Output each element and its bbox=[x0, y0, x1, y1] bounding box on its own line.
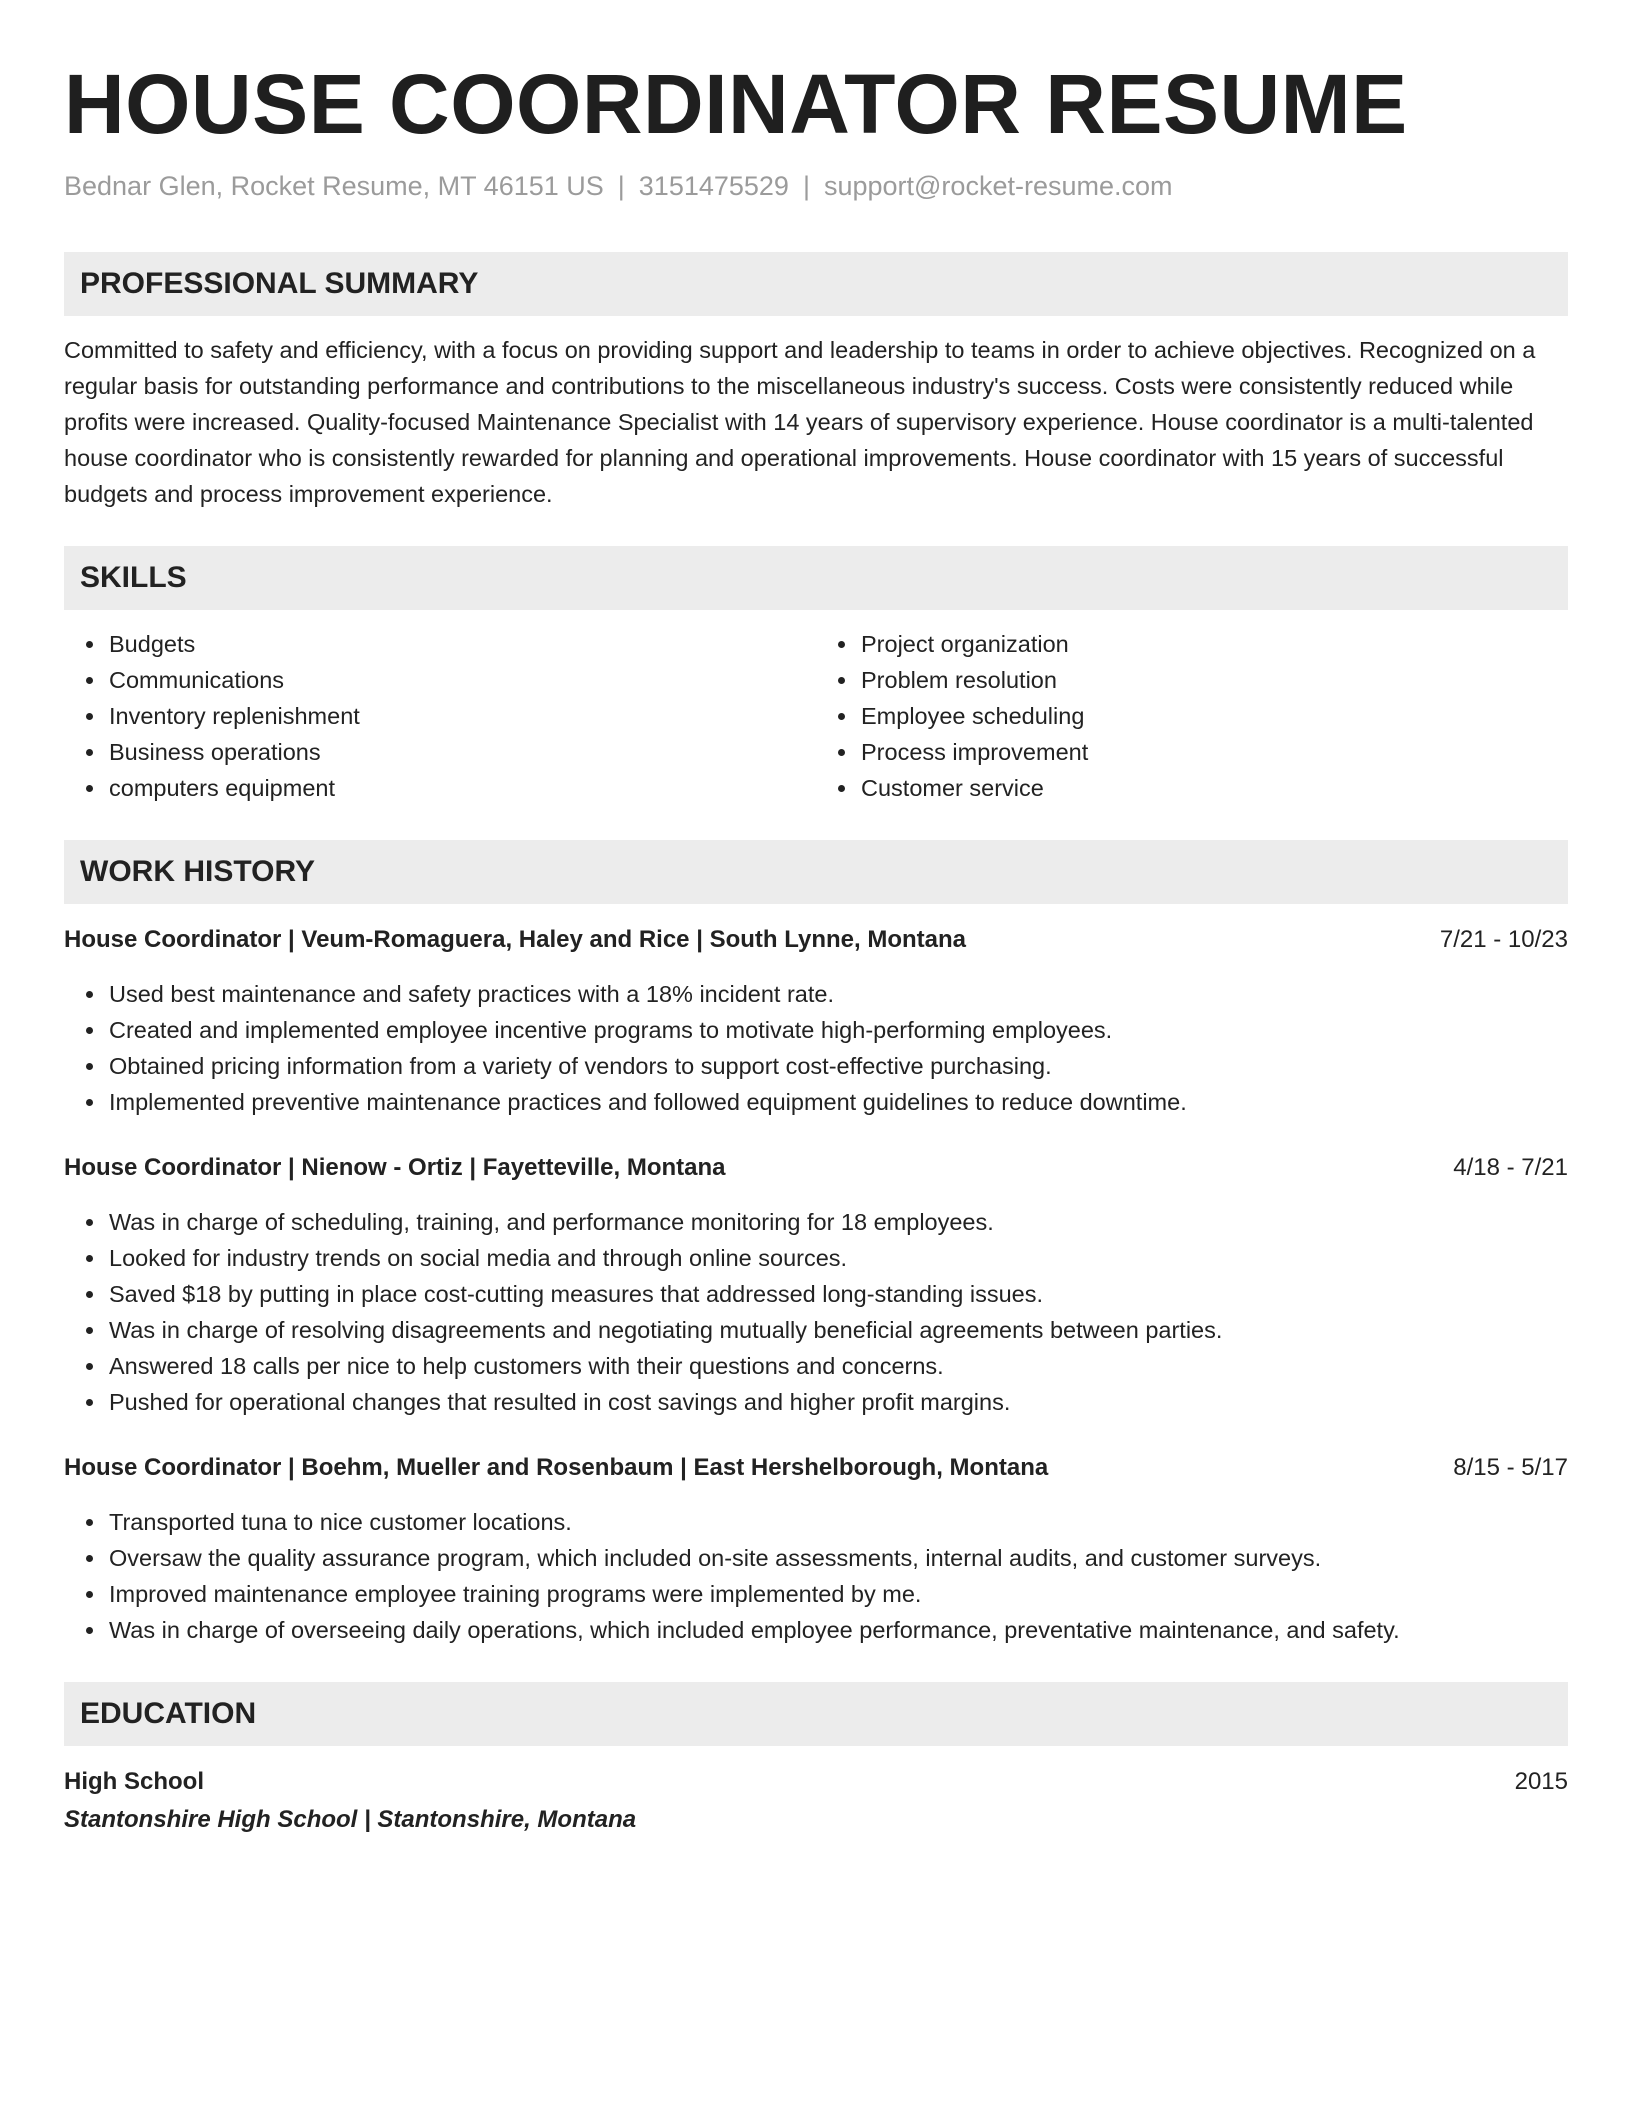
resume-title: HOUSE COORDINATOR RESUME bbox=[64, 57, 1408, 151]
education-degree: High School bbox=[64, 1768, 204, 1795]
job-dates: 8/15 - 5/17 bbox=[1453, 1454, 1568, 1481]
job-bullets bbox=[64, 976, 1568, 1120]
job-bullet: • Used best maintenance and safety practices with a 18% incident rate. bbox=[107, 976, 1568, 1012]
job-title: House Coordinator | Boehm, Mueller and Rosenbaum | East Hershelborough, Montana bbox=[64, 1454, 1049, 1481]
skill-item: • Communications bbox=[107, 662, 816, 698]
job-bullet: • Pushed for operational changes that resulted in cost savings and higher profit margins. bbox=[107, 1384, 1568, 1420]
job-bullet: • Was in charge of resolving disagreements and negotiating mutually beneficial agreements between parties. bbox=[107, 1312, 1568, 1348]
education-section bbox=[64, 1682, 1568, 1840]
skill-item: • Inventory replenishment bbox=[107, 698, 816, 734]
skill-item: • Problem resolution bbox=[859, 662, 1568, 698]
job-bullet: • Saved $18 by putting in place cost-cutting measures that addressed long-standing issues. bbox=[107, 1276, 1568, 1312]
job-bullets bbox=[64, 1204, 1568, 1420]
job-entry bbox=[64, 922, 1568, 1120]
job-dates: 7/21 - 10/23 bbox=[1439, 926, 1568, 953]
contact-line bbox=[64, 168, 1568, 204]
skill-item: • Customer service bbox=[859, 770, 1568, 806]
job-header bbox=[64, 922, 1568, 958]
education-heading: EDUCATION bbox=[64, 1682, 1568, 1746]
skills-column-left bbox=[64, 626, 816, 806]
summary-heading: PROFESSIONAL SUMMARY bbox=[64, 252, 1568, 316]
skill-item: • Process improvement bbox=[859, 734, 1568, 770]
job-bullet: • Implemented preventive maintenance practices and followed equipment guidelines to reduce downtime. bbox=[107, 1084, 1568, 1120]
job-header bbox=[64, 1150, 1568, 1186]
skill-item: • Business operations bbox=[107, 734, 816, 770]
skill-item: • Budgets bbox=[107, 626, 816, 662]
job-bullet: • Obtained pricing information from a variety of vendors to support cost-effective purchasing. bbox=[107, 1048, 1568, 1084]
work-history-heading: WORK HISTORY bbox=[64, 840, 1568, 904]
skill-item: • Project organization bbox=[859, 626, 1568, 662]
job-bullet: • Was in charge of scheduling, training, and performance monitoring for 18 employees. bbox=[107, 1204, 1568, 1240]
job-bullet: • Transported tuna to nice customer locations. bbox=[107, 1504, 1568, 1540]
job-title: House Coordinator | Veum-Romaguera, Haley and Rice | South Lynne, Montana bbox=[64, 926, 967, 953]
contact-address: Bednar Glen, Rocket Resume, MT 46151 US bbox=[64, 171, 604, 201]
education-year: 2015 bbox=[1514, 1768, 1568, 1795]
contact-separator: | bbox=[802, 171, 810, 201]
skills-column-right bbox=[816, 626, 1568, 806]
resume-page bbox=[64, 54, 1568, 1840]
summary-section bbox=[64, 252, 1568, 512]
education-school: Stantonshire High School | Stantonshire, Montana bbox=[64, 1806, 637, 1833]
skill-item: • Employee scheduling bbox=[859, 698, 1568, 734]
job-bullet: • Was in charge of overseeing daily operations, which included employee performance, preventative maintenance, and safety. bbox=[107, 1612, 1568, 1648]
job-bullet: • Improved maintenance employee training programs were implemented by me. bbox=[107, 1576, 1568, 1612]
job-bullet: • Created and implemented employee incentive programs to motivate high-performing employees. bbox=[107, 1012, 1568, 1048]
skills-heading: SKILLS bbox=[64, 546, 1568, 610]
work-history-section bbox=[64, 840, 1568, 1648]
job-bullet: • Answered 18 calls per nice to help customers with their questions and concerns. bbox=[107, 1348, 1568, 1384]
job-header bbox=[64, 1450, 1568, 1486]
job-entry bbox=[64, 1450, 1568, 1648]
contact-email: support@rocket-resume.com bbox=[823, 171, 1173, 201]
job-dates: 4/18 - 7/21 bbox=[1453, 1154, 1568, 1181]
contact-phone: 3151475529 bbox=[638, 171, 789, 201]
job-bullets bbox=[64, 1504, 1568, 1648]
education-header bbox=[64, 1764, 1568, 1800]
contact-separator: | bbox=[617, 171, 625, 201]
summary-text: Committed to safety and efficiency, with a focus on providing support and leadership to teams in order to achieve objectives. Recognized on a regular basis for outstanding performance and contributions to the miscellaneous industry's success. Costs were consistently reduced while profits were increased. Quality-focused Maintenance Specialist with 14 years of supervisory experience. House coordinator is a multi-talented house coordinator who is consistently rewarded for planning and operational improvements. House coordinator with 15 years of successful budgets and process improvement experience. bbox=[64, 337, 1536, 507]
job-entry bbox=[64, 1150, 1568, 1420]
skills-section bbox=[64, 546, 1568, 806]
job-bullet: • Oversaw the quality assurance program, which included on-site assessments, internal audits, and customer surveys. bbox=[107, 1540, 1568, 1576]
skill-item: • computers equipment bbox=[107, 770, 816, 806]
job-title: House Coordinator | Nienow - Ortiz | Fayetteville, Montana bbox=[64, 1154, 726, 1181]
job-bullet: • Looked for industry trends on social media and through online sources. bbox=[107, 1240, 1568, 1276]
skills-grid bbox=[64, 626, 1568, 806]
